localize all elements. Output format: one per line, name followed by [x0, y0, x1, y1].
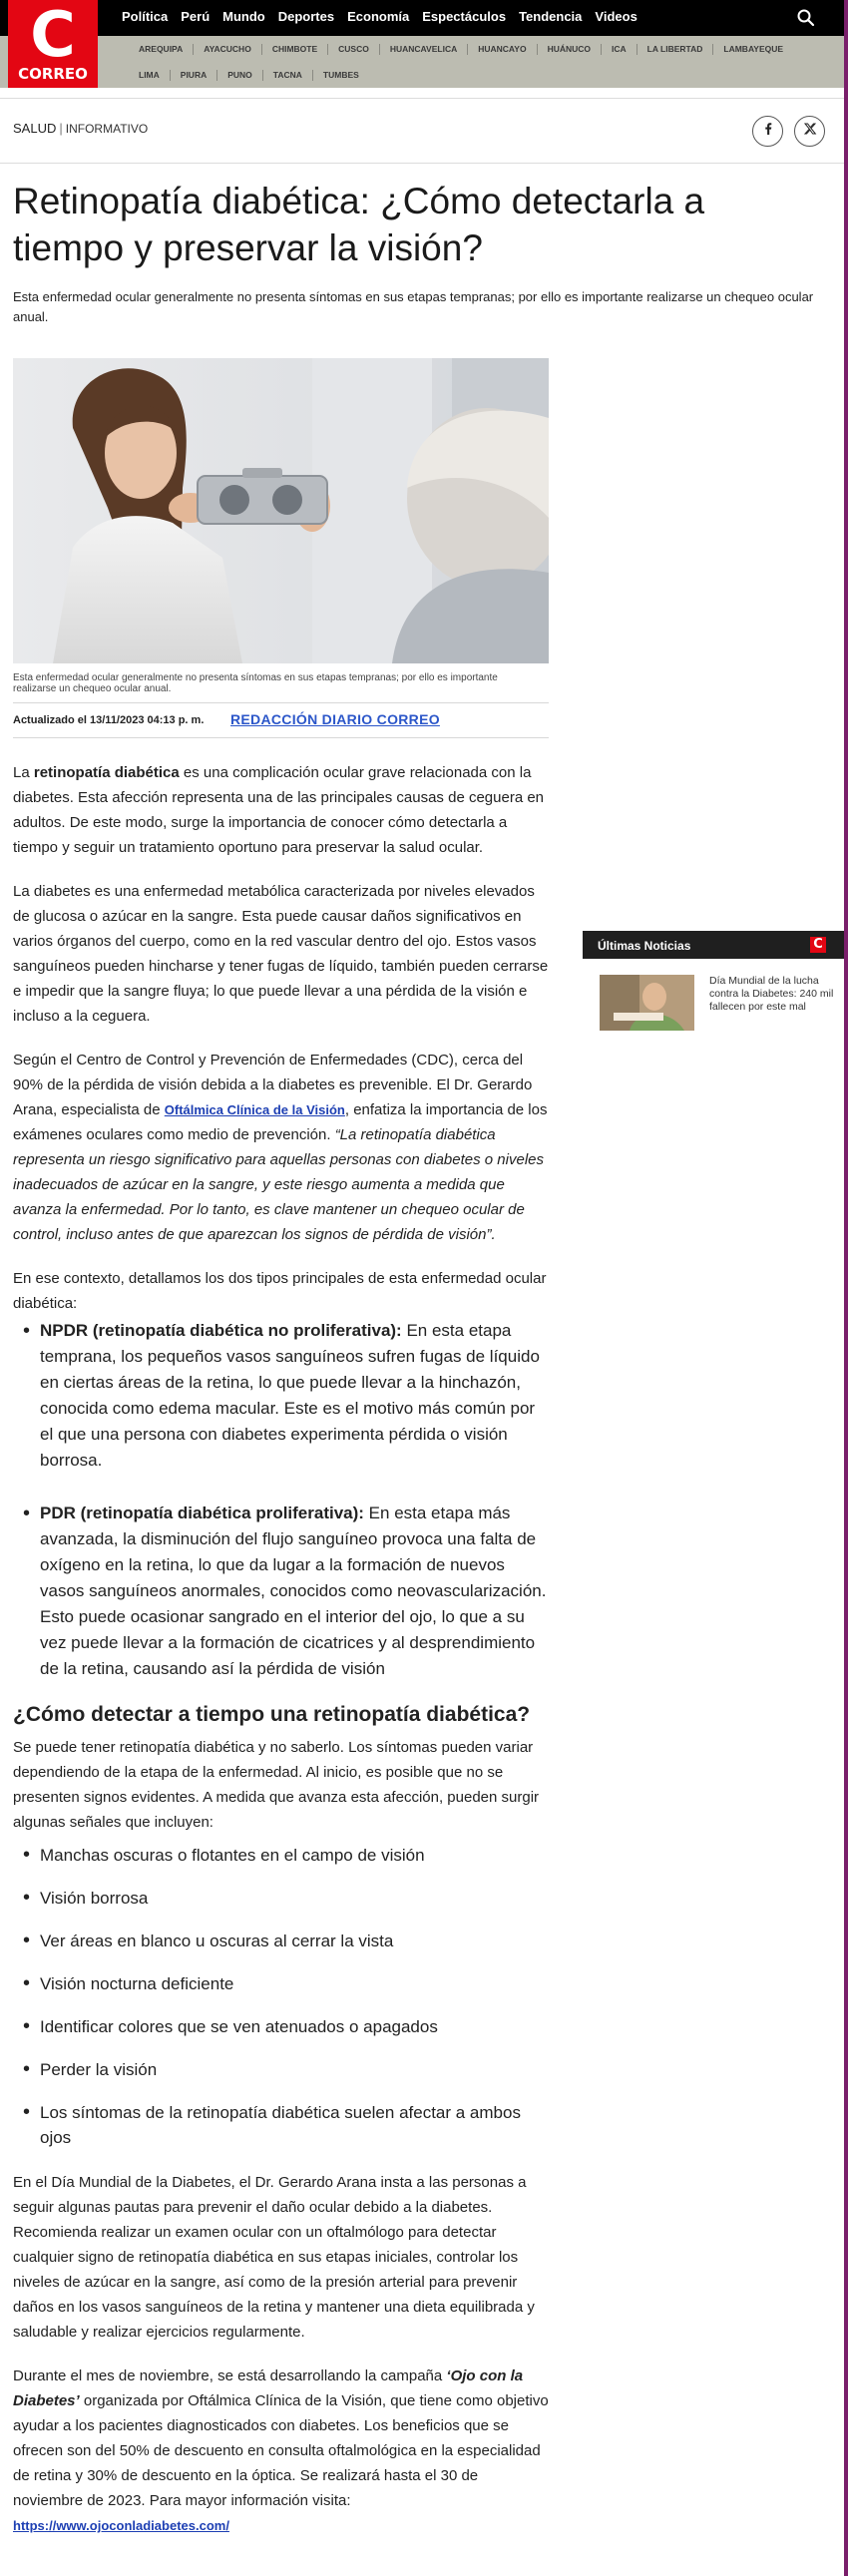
campaign-link[interactable]: https://www.ojoconladiabetes.com/: [13, 2518, 229, 2533]
list-item: • Los síntomas de la retinopatía diabética suelen afectar a ambos ojos: [27, 2100, 549, 2150]
logo-word: CORREO: [18, 65, 88, 83]
region-puno[interactable]: PUNO: [217, 70, 263, 81]
latest-news-title: Últimas Noticias: [598, 939, 691, 953]
list-item: [27, 1501, 549, 1682]
section-heading: ¿Cómo detectar a tiempo una retinopatía diabética?: [13, 1703, 531, 1726]
updated-timestamp: Actualizado el 13/11/2023 04:13 p. m.: [13, 714, 205, 726]
nav-item-mundo[interactable]: Mundo: [222, 9, 265, 24]
list-item: • Visión borrosa: [27, 1886, 549, 1911]
section-separator: |: [59, 121, 63, 136]
top-navbar: [0, 0, 844, 36]
x-icon: [803, 122, 817, 141]
paragraph-intro: [13, 760, 549, 860]
nav-item-deportes[interactable]: Deportes: [277, 9, 335, 24]
article-title: Retinopatía diabética: ¿Cómo detectarla a tiempo y preservar la visión?: [13, 181, 705, 268]
nav-item-economia[interactable]: Economía: [347, 9, 410, 24]
nav-item-tendencia[interactable]: Tendencia: [519, 9, 583, 24]
list-item: • Ver áreas en blanco u oscuras al cerrar la vista: [27, 1929, 549, 1953]
clinic-link[interactable]: Oftálmica Clínica de la Visión: [164, 1102, 345, 1117]
nav-item-peru[interactable]: Perú: [181, 9, 211, 24]
list-item: • Visión nocturna deficiente: [27, 1971, 549, 1996]
page-edge: [844, 0, 848, 2576]
news-headline-link[interactable]: Día Mundial de la lucha contra la Diabetes: 240 mil fallecen por este mal: [709, 975, 834, 1013]
list-item: [27, 1318, 549, 1474]
paragraph-symptoms-intro: Se puede tener retinopatía diabética y no saberlo. Los síntomas pueden variar dependiendo de la etapa de la enfermedad. Al inicio, es posible que no se presenten signos evidentes. A medida que avanza esta afección, pueden surgir algunas señales que incluyen:: [13, 1739, 540, 1831]
p7-post: organizada por Oftálmica Clínica de la Visión, que tiene como objetivo ayudar a los pacientes diagnosticados con diabetes. Los beneficios que se ofrecen son del 50% de descuento en consulta oftalmológica en la especialidad de retina y 30% de descuento en la óptica. Se realizará hasta el 30 de noviembre de 2023. Para mayor información visita:: [13, 2392, 549, 2509]
type-term: PDR (retinopatía diabética proliferativa):: [40, 1503, 364, 1522]
facebook-icon: [761, 122, 775, 141]
section-bar: [0, 98, 844, 164]
image-caption: Esta enfermedad ocular generalmente no presenta síntomas en sus etapas tempranas; por ello es importante realizarse un chequeo ocular anual.: [13, 672, 498, 694]
logo-letter: C: [30, 0, 76, 71]
p1-post: es una complicación ocular grave relacionada con la diabetes. Esta afección representa una de las principales causas de ceguera en adultos. De este modo, surge la importancia de conocer cómo detectarla a tiempo y seguir un tratamiento oportuno para preservar la salud ocular.: [13, 764, 545, 856]
region-la-libertad[interactable]: LA LIBERTAD: [637, 44, 714, 55]
type-term: NPDR (retinopatía diabética no proliferativa):: [40, 1321, 402, 1340]
list-item: • Perder la visión: [27, 2057, 549, 2082]
correo-mini-logo: C: [810, 937, 826, 953]
region-huancayo[interactable]: HUANCAYO: [468, 44, 537, 55]
region-piura[interactable]: PIURA: [171, 70, 217, 81]
campaign-name: ‘Ojo con la Diabetes’: [13, 2367, 524, 2409]
region-arequipa[interactable]: AREQUIPA: [130, 44, 194, 55]
article-body: [13, 760, 549, 2557]
list-item: • Identificar colores que se ven atenuados o apagados: [27, 2014, 549, 2039]
search-icon[interactable]: [796, 8, 816, 28]
nav-item-videos[interactable]: Videos: [595, 9, 637, 24]
type-text: En esta etapa más avanzada, la disminución del flujo sanguíneo provoca una falta de oxígeno en la retina, lo que da lugar a la formación de nuevos vasos sanguíneos anormales, conocidos como neovascularización. Esto puede ocasionar sangrado en el interior del ojo, lo que a su vez puede llevar a la formación de cicatrices y al desprendimiento de la retina, causando así la pérdida de visión: [40, 1503, 547, 1678]
list-item: • Manchas oscuras o flotantes en el campo de visión: [27, 1843, 549, 1868]
article-meta: [13, 702, 549, 738]
region-huancavelica[interactable]: HUANCAVELICA: [380, 44, 468, 55]
p1-pre: La: [13, 764, 34, 781]
region-lima[interactable]: LIMA: [130, 70, 171, 81]
region-tacna[interactable]: TACNA: [263, 70, 313, 81]
p1-bold-term: retinopatía diabética: [33, 764, 180, 781]
region-chimbote[interactable]: CHIMBOTE: [262, 44, 328, 55]
paragraph-recommendations: En el Día Mundial de la Diabetes, el Dr. Gerardo Arana insta a las personas a seguir algunas pautas para prevenir el daño ocular debido a la diabetes. Recomienda realizar un examen ocular con un oftalmólogo para detectar cualquier signo de retinopatía diabética en sus etapas iniciales, controlar los niveles de azúcar en la sangre, así como de la presión arterial para prevenir daños en los vasos sanguíneos de la retina y mantener una dieta equilibrada y saludable y realizar ejercicios regularmente.: [13, 2174, 535, 2341]
types-list: [27, 1318, 549, 1682]
article-lead: Esta enfermedad ocular generalmente no presenta síntomas en sus etapas tempranas; por ello es importante realizarse un chequeo ocular anual.: [13, 289, 814, 324]
article-hero-image: [13, 358, 549, 663]
region-huanuco[interactable]: HUÁNUCO: [538, 44, 602, 55]
doctor-quote: “La retinopatía diabética representa un riesgo significativo para aquellas personas con diabetes o niveles inadecuados de azúcar en la sangre, y este riesgo aumenta a medida que avanza la enfermedad. Por lo tanto, es clave mantener un chequeo ocular de control, incluso antes de que aparezcan los signos de pérdida de visión”.: [13, 1126, 544, 1243]
paragraph-types-intro: En ese contexto, detallamos los dos tipos principales de esta enfermedad ocular diabética:: [13, 1270, 547, 1312]
latest-news-header: [583, 931, 844, 959]
correo-logo[interactable]: [8, 0, 98, 88]
paragraph-cdc: [13, 1048, 549, 1247]
news-thumbnail[interactable]: [600, 975, 694, 1031]
regional-nav-row-1: [130, 44, 793, 55]
region-ica[interactable]: ICA: [602, 44, 637, 55]
section-name-link[interactable]: SALUD: [13, 121, 57, 136]
nav-item-espectaculos[interactable]: Espectáculos: [422, 9, 507, 24]
region-lambayeque[interactable]: LAMBAYEQUE: [723, 44, 784, 54]
section-breadcrumb: [13, 121, 148, 136]
type-text: En esta etapa temprana, los pequeños vasos sanguíneos sufren fugas de líquido en ciertas áreas de la retina, lo que puede llevar a la hinchazón, conocida como edema macular. Este es el motivo más común por el que una persona con diabetes experimenta pérdida o visión borrosa.: [40, 1321, 540, 1470]
main-nav: [122, 9, 637, 24]
paragraph-campaign: [13, 2363, 549, 2538]
p3-post: , enfatiza la importancia de los exámenes oculares como medio de prevención.: [13, 1101, 548, 1143]
latest-news-widget: [583, 931, 844, 1037]
paragraph-diabetes: La diabetes es una enfermedad metabólica caracterizada por niveles elevados de glucosa o azúcar en la sangre. Esta puede causar daños significativos en varios órganos del cuerpo, como en la red vascular dentro del ojo. Estos vasos sanguíneos pueden hincharse y tener fugas de líquido, también pueden cerrarse e impedir que la sangre fluya; lo que puede llevar a una pérdida de la visión e incluso a la ceguera.: [13, 883, 549, 1025]
p3-pre: Según el Centro de Control y Prevención de Enfermedades (CDC), cerca del 90% de la pérdida de visión debida a la diabetes es prevenible. El Dr. Gerardo Arana, especialista de: [13, 1052, 533, 1118]
section-subtype: INFORMATIVO: [65, 122, 149, 136]
nav-item-politica[interactable]: Política: [122, 9, 169, 24]
region-cusco[interactable]: CUSCO: [328, 44, 380, 55]
region-ayacucho[interactable]: AYACUCHO: [194, 44, 262, 55]
signs-list: [27, 1843, 549, 2150]
facebook-share-button[interactable]: [752, 116, 783, 147]
regional-nav-row-2: [130, 70, 369, 81]
region-tumbes[interactable]: TUMBES: [322, 70, 359, 80]
p7-pre: Durante el mes de noviembre, se está desarrollando la campaña: [13, 2367, 447, 2384]
author-link[interactable]: REDACCIÓN DIARIO CORREO: [230, 711, 440, 727]
x-share-button[interactable]: [794, 116, 825, 147]
